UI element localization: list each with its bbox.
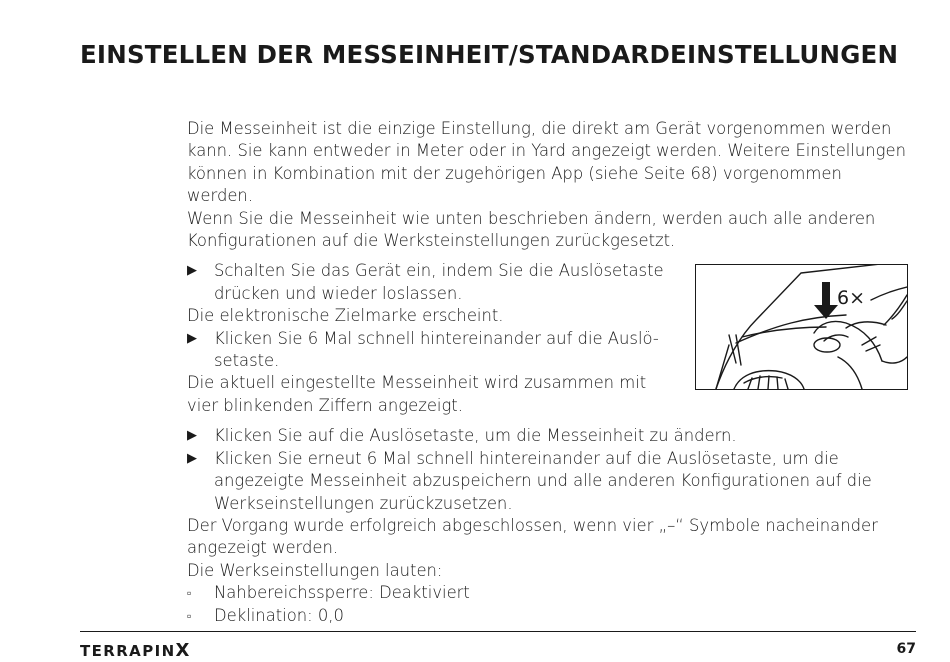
steps-with-figure <box>187 260 682 417</box>
play-bullet-icon: ▶ <box>187 450 197 466</box>
step-item <box>187 425 912 447</box>
step-text: Klicken Sie erneut 6 Mal schnell hintereinander auf die Auslösetaste, um die angezeigte Messeinheit abzuspeichern und alle anderen Konfigurationen auf die Werkseinstellungen zurückzusetzen. <box>214 448 872 513</box>
device-illustration <box>695 264 908 390</box>
brand-wordmark: TERRAPIN <box>80 642 176 660</box>
play-bullet-icon: ▶ <box>187 330 197 346</box>
square-bullet-icon: ▫ <box>187 608 192 623</box>
step-text: Schalten Sie das Gerät ein, indem Sie die Auslösetaste drücken und wieder loslassen. <box>214 261 664 303</box>
rangefinder-button-drawing <box>696 265 907 389</box>
page-title: EINSTELLEN DER MESSEINHEIT/STANDARDEINSTELLUNGEN <box>80 40 899 69</box>
play-bullet-icon: ▶ <box>187 428 197 444</box>
defaults-item <box>187 605 912 627</box>
step-result: Die aktuell eingestellte Messeinheit wird zusammen mit vier blinkenden Ziffern angezeigt. <box>187 373 647 415</box>
page-number: 67 <box>896 641 916 657</box>
defaults-text: Nahbereichssperre: Deaktiviert <box>214 583 470 603</box>
step-item <box>187 448 912 515</box>
step-item <box>187 260 682 305</box>
brand-x-mark: X <box>175 640 190 661</box>
step-result: Der Vorgang wurde erfolgreich abgeschlossen, wenn vier „–“ Symbole nacheinander angezeigt werden. <box>187 515 878 558</box>
defaults-item <box>187 582 912 604</box>
brand-logo <box>80 640 189 661</box>
step-result: Die elektronische Zielmarke erscheint. <box>187 306 504 326</box>
defaults-intro: Die Werkseinstellungen lauten: <box>187 560 443 580</box>
intro-paragraph-2: Wenn Sie die Messeinheit wie unten beschrieben ändern, werden auch alle anderen Konfigurationen auf die Werksteinstellungen zurückgesetzt. <box>187 208 876 251</box>
intro-paragraph-1: Die Messeinheit ist die einzige Einstellung, die direkt am Gerät vorgenommen werden kann. Sie kann entweder in Meter oder in Yard angezeigt werden. Weitere Einstellungen können in Kombination mit der zugehörigen App (siehe Seite 68) vorgenommen werden. <box>187 119 906 206</box>
play-bullet-icon: ▶ <box>187 263 197 279</box>
step-text: Klicken Sie 6 Mal schnell hintereinander auf die Auslö-setaste. <box>214 328 659 371</box>
square-bullet-icon: ▫ <box>187 586 192 601</box>
defaults-text: Deklination: 0,0 <box>214 605 344 625</box>
press-count-label: 6× <box>837 287 866 309</box>
step-item <box>187 328 682 373</box>
down-arrow-icon <box>814 282 838 319</box>
footer-divider <box>80 631 916 632</box>
step-text: Klicken Sie auf die Auslösetaste, um die Messeinheit zu ändern. <box>214 426 737 446</box>
